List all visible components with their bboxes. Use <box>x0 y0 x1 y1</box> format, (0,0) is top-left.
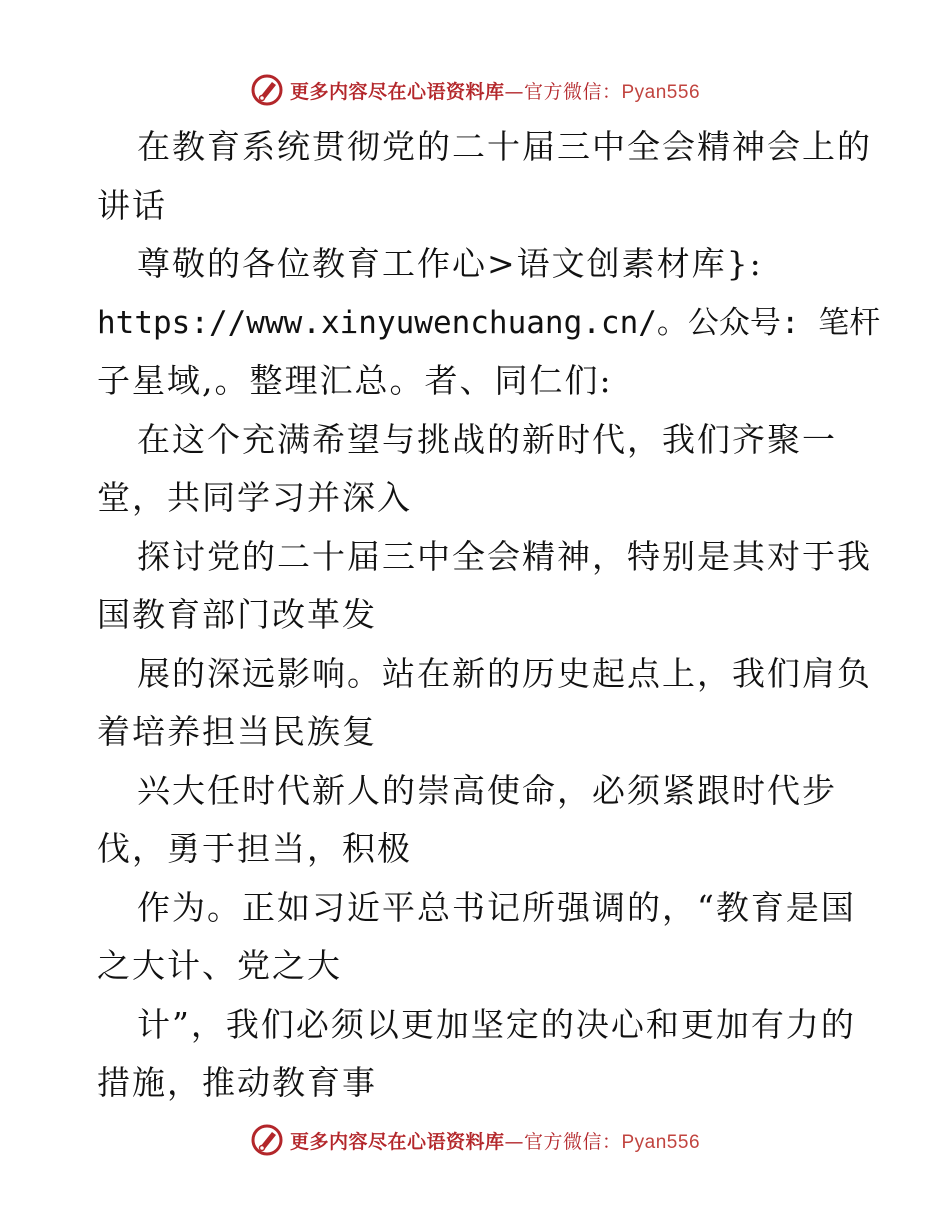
watermark-site-text: 更多内容尽在心语资料库 <box>289 1130 505 1153</box>
watermark-dash: — <box>504 80 524 103</box>
watermark-wechat-label: 官方微信： <box>523 80 622 103</box>
watermark-wechat-id: Pyan556 <box>621 1131 701 1153</box>
document-line: 在教育系统贯彻党的二十届三中全会精神会上的 <box>137 127 872 166</box>
footer-watermark <box>0 1120 950 1160</box>
header-watermark <box>0 70 950 110</box>
document-line: 着培养担当民族复 <box>97 712 377 751</box>
pen-nib-logo-icon <box>250 1123 284 1157</box>
watermark-text <box>290 77 700 104</box>
document-line: https://www.xinyuwenchuang.cn/。公众号: 笔杆 <box>97 304 881 341</box>
document-line: 讲话 <box>97 185 167 225</box>
document-line: 措施，推动教育事 <box>97 1063 377 1102</box>
document-line: 计”，我们必须以更加坚定的决心和更加有力的 <box>137 1004 856 1044</box>
watermark-wechat-label: 官方微信： <box>523 1130 622 1153</box>
document-body <box>97 118 881 1113</box>
document-line: 子星域,。整理汇总。者、同仁们: <box>97 361 613 400</box>
watermark-site-text: 更多内容尽在心语资料库 <box>289 80 505 103</box>
pen-nib-logo-icon <box>250 73 284 107</box>
document-line: 国教育部门改革发 <box>97 595 377 634</box>
document-line: 伐，勇于担当，积极 <box>97 829 412 868</box>
document-line: 探讨党的二十届三中全会精神，特别是其对于我 <box>137 536 872 576</box>
document-line: 兴大任时代新人的崇高使命，必须紧跟时代步 <box>137 770 837 810</box>
document-line: 在这个充满希望与挑战的新时代，我们齐聚一 <box>137 419 837 459</box>
document-line: 堂，共同学习并深入 <box>97 478 412 517</box>
watermark-dash: — <box>504 1130 524 1153</box>
document-line: 展的深远影响。站在新的历史起点上，我们肩负 <box>137 653 872 693</box>
document-line: 作为。正如习近平总书记所强调的，“教育是国 <box>137 887 856 927</box>
document-line: 之大计、党之大 <box>97 946 342 985</box>
watermark-wechat-id: Pyan556 <box>621 81 701 103</box>
document-line: 尊敬的各位教育工作心>语文创素材库}: <box>137 244 763 283</box>
watermark-text <box>290 1127 700 1154</box>
